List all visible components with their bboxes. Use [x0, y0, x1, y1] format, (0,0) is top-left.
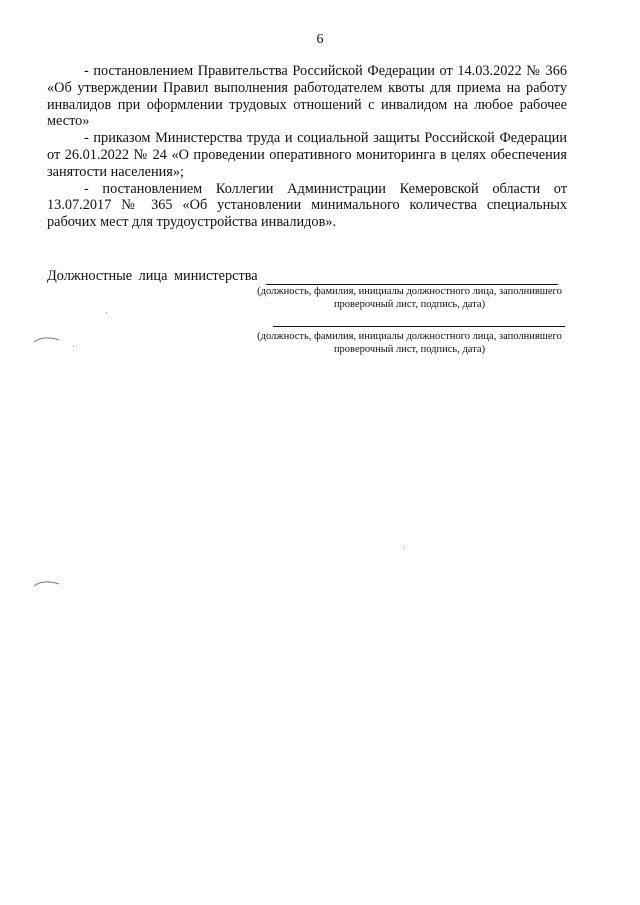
- legal-basis-item: - постановлением Коллегии Администрации Кемеровской области от 13.07.2017 № 365 «Об установлении минимального количества специальных рабочих мест для трудоустройства инвалидов».: [47, 180, 567, 231]
- scan-mark: [33, 334, 63, 344]
- legal-basis-item: - приказом Министерства труда и социальной защиты Российской Федерации от 26.01.2022 № 24 «О проведении оперативного мониторинга в целях обеспечения занятости населения»;: [47, 130, 567, 180]
- page-number: 6: [316, 32, 324, 47]
- signature-label: Должностные лица министерства: [47, 268, 258, 284]
- signature-block: [47, 268, 572, 356]
- legal-basis-item: - постановлением Правительства Российской Федерации от 14.03.2022 № 366 «Об утверждении Правил выполнения работодателем квоты для приема на работу инвалидов при оформлении трудовых отношений с инвалидом на любое рабочее место»: [47, 63, 567, 130]
- signature-caption-line: проверочный лист, подпись, дата): [333, 344, 486, 355]
- scan-dot: [73, 346, 74, 347]
- scan-dot: [106, 312, 107, 313]
- scan-dot: [404, 548, 405, 549]
- signature-caption-line: проверочный лист, подпись, дата): [333, 299, 486, 310]
- legal-basis-list: [47, 63, 567, 231]
- scan-mark: [33, 578, 63, 588]
- signature-caption-line: (должность, фамилия, инициалы должностного лица, заполнившего: [257, 331, 562, 342]
- signature-caption-line: (должность, фамилия, инициалы должностного лица, заполнившего: [257, 286, 562, 297]
- signature-line: [273, 326, 565, 327]
- signature-line: [266, 268, 558, 285]
- signature-caption: [247, 330, 572, 356]
- signature-caption: [247, 285, 572, 311]
- signature-row: [47, 268, 572, 285]
